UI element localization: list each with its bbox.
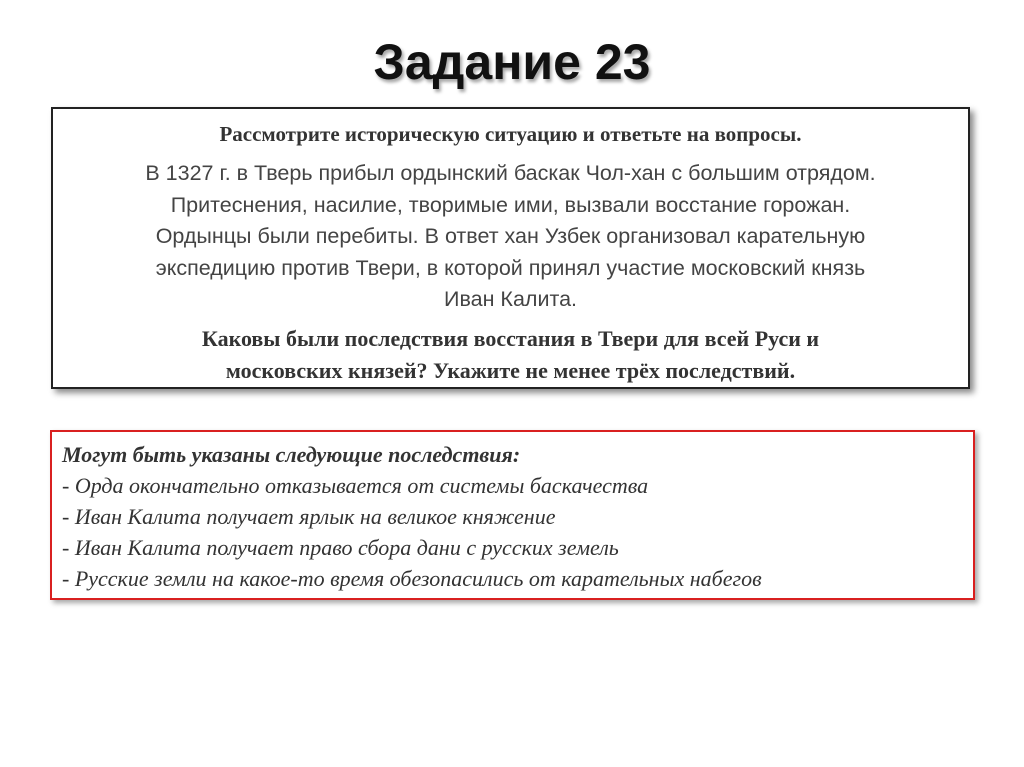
task-instruction: Рассмотрите историческую ситуацию и ответьте на вопросы. <box>219 122 802 146</box>
answer-item: - Иван Калита получает ярлык на великое княжение <box>62 504 556 529</box>
task-text <box>67 158 954 316</box>
task-question <box>67 323 954 386</box>
task-question-line: московских князей? Укажите не менее трёх последствий. <box>225 357 796 383</box>
task-text-line: Притеснения, насилие, творимые ими, вызвали восстание горожан. <box>170 192 851 217</box>
slide-title: Задание 23 <box>373 34 651 90</box>
task-text-line: Ордынцы были перебиты. В ответ хан Узбек организовал карательную <box>155 224 866 248</box>
task-text-line: экспедицию против Твери, в которой принял участие московский князь <box>155 255 866 280</box>
answer-item: - Русские земли на какое-то время обезопасились от карательных набегов <box>62 566 762 591</box>
answer-item: - Орда окончательно отказывается от системы баскачества <box>62 473 649 498</box>
answer-heading: Могут быть указаны следующие последствия: <box>62 442 521 467</box>
answer-item: - Иван Калита получает право сбора дани с русских земель <box>62 535 619 560</box>
task-question-line: Каковы были последствия восстания в Твери для всей Руси и <box>201 326 820 351</box>
task-box <box>51 107 970 389</box>
answer-box <box>50 430 975 600</box>
task-text-line: Иван Калита. <box>443 287 577 311</box>
task-text-line: В 1327 г. в Тверь прибыл ордынский баскак Чол-хан с большим отрядом. <box>145 161 876 185</box>
